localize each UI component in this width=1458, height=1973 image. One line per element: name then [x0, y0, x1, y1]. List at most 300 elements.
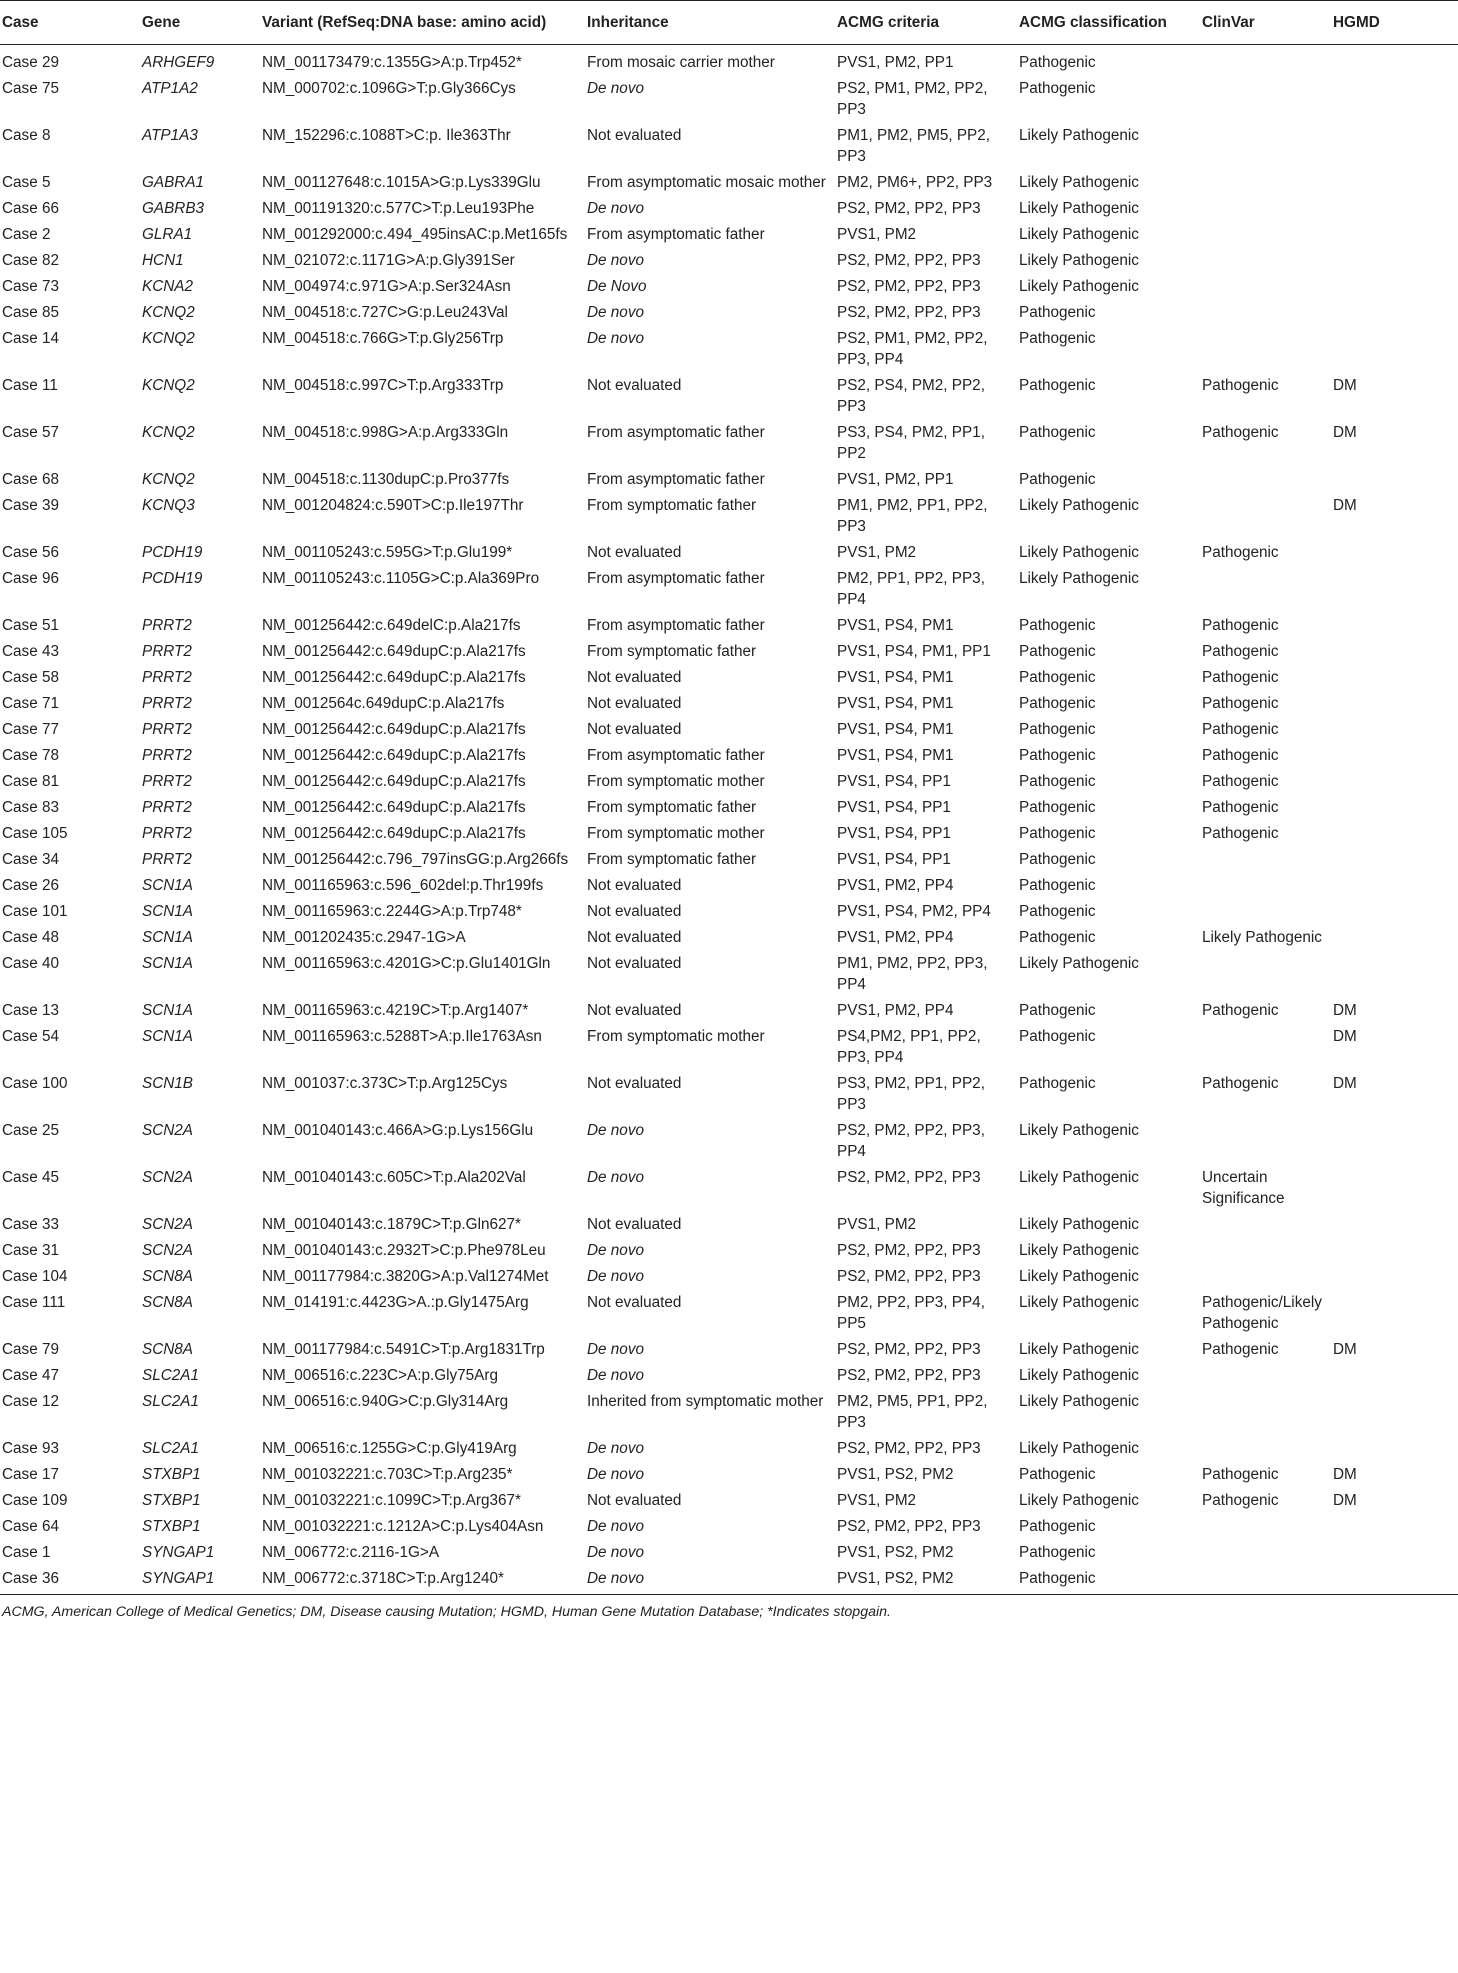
table-row [0, 1435, 1458, 1461]
cell-hgmd [1331, 247, 1458, 273]
cell-acmg-classification: Likely Pathogenic [1019, 1216, 1139, 1233]
cell-gene: KCNQ2 [142, 471, 195, 488]
cell-gene: GABRA1 [142, 174, 205, 191]
cell-case: Case 96 [2, 570, 59, 587]
cell-acmg-criteria: PVS1, PM2 [837, 544, 917, 561]
cell-hgmd [1331, 221, 1458, 247]
cell-hgmd [1331, 1289, 1458, 1336]
cell-acmg-classification: Likely Pathogenic [1019, 570, 1139, 587]
cell-hgmd: DM [1333, 1341, 1357, 1358]
cell-inheritance: From asymptomatic father [587, 570, 765, 587]
cell-hgmd [1331, 1513, 1458, 1539]
cell-case: Case 64 [2, 1518, 59, 1535]
cell-gene: SCN1A [142, 877, 194, 894]
table-row [0, 638, 1458, 664]
cell-clinvar [1200, 492, 1331, 539]
cell-hgmd: DM [1333, 1466, 1357, 1483]
cell-variant: NM_001256442:c.649dupC:p.Ala217fs [262, 747, 526, 764]
cell-case: Case 40 [2, 955, 59, 972]
header-acmg-criteria: ACMG criteria [835, 1, 1017, 45]
cell-hgmd [1331, 1435, 1458, 1461]
cell-hgmd: DM [1333, 1075, 1357, 1092]
table-row [0, 1487, 1458, 1513]
cell-inheritance: De novo [587, 1242, 644, 1259]
table-row [0, 1211, 1458, 1237]
table-row [0, 872, 1458, 898]
cell-inheritance: De novo [587, 1268, 644, 1285]
table-row [0, 768, 1458, 794]
cell-gene: SCN2A [142, 1122, 194, 1139]
cell-clinvar [1200, 1023, 1331, 1070]
table-row [0, 325, 1458, 372]
cell-inheritance: De novo [587, 304, 644, 321]
cell-case: Case 78 [2, 747, 59, 764]
cell-gene: PRRT2 [142, 643, 192, 660]
cell-acmg-classification: Pathogenic [1019, 1544, 1096, 1561]
cell-case: Case 8 [2, 127, 51, 144]
cell-acmg-classification: Pathogenic [1019, 330, 1096, 347]
cell-inheritance: Not evaluated [587, 877, 682, 894]
table-row [0, 1289, 1458, 1336]
cell-clinvar [1200, 1539, 1331, 1565]
cell-acmg-classification: Likely Pathogenic [1019, 1169, 1139, 1186]
table-row [0, 820, 1458, 846]
cell-acmg-criteria: PM2, PM5, PP1, PP2, PP3 [837, 1393, 988, 1431]
cell-gene: PCDH19 [142, 544, 203, 561]
table-row [0, 1362, 1458, 1388]
cell-clinvar: Pathogenic [1202, 695, 1279, 712]
cell-variant: NM_014191:c.4423G>A.:p.Gly1475Arg [262, 1294, 529, 1311]
table-row [0, 794, 1458, 820]
cell-clinvar: Pathogenic [1202, 424, 1279, 441]
cell-acmg-criteria: PS4,PM2, PP1, PP2, PP3, PP4 [837, 1028, 981, 1066]
cell-acmg-classification: Pathogenic [1019, 877, 1096, 894]
cell-acmg-classification: Pathogenic [1019, 1002, 1096, 1019]
cell-acmg-classification: Likely Pathogenic [1019, 200, 1139, 217]
cell-clinvar [1200, 221, 1331, 247]
cell-acmg-criteria: PM2, PP1, PP2, PP3, PP4 [837, 570, 985, 608]
cell-inheritance: Not evaluated [587, 929, 682, 946]
cell-gene: STXBP1 [142, 1492, 201, 1509]
cell-variant: NM_001256442:c.649dupC:p.Ala217fs [262, 825, 526, 842]
table-row [0, 1070, 1458, 1117]
cell-variant: NM_004518:c.998G>A:p.Arg333Gln [262, 424, 509, 441]
cell-case: Case 56 [2, 544, 59, 561]
cell-variant: NM_001165963:c.4219C>T:p.Arg1407* [262, 1002, 529, 1019]
cell-variant: NM_000702:c.1096G>T:p.Gly366Cys [262, 80, 516, 97]
cell-acmg-criteria: PS2, PM2, PP2, PP3 [837, 1242, 981, 1259]
cell-variant: NM_001191320:c.577C>T:p.Leu193Phe [262, 200, 535, 217]
cell-hgmd [1331, 299, 1458, 325]
cell-hgmd [1331, 690, 1458, 716]
cell-variant: NM_001105243:c.1105G>C:p.Ala369Pro [262, 570, 540, 587]
cell-acmg-classification: Pathogenic [1019, 695, 1096, 712]
header-case: Case [0, 1, 140, 45]
cell-clinvar: Uncertain Significance [1202, 1169, 1285, 1207]
cell-hgmd: DM [1333, 377, 1357, 394]
table-row [0, 169, 1458, 195]
cell-gene: STXBP1 [142, 1518, 201, 1535]
table-row [0, 898, 1458, 924]
cell-clinvar [1200, 1211, 1331, 1237]
cell-variant: NM_006516:c.940G>C:p.Gly314Arg [262, 1393, 509, 1410]
cell-hgmd [1331, 794, 1458, 820]
cell-acmg-classification: Pathogenic [1019, 851, 1096, 868]
cell-acmg-criteria: PVS1, PS2, PM2 [837, 1466, 954, 1483]
cell-inheritance: De novo [587, 200, 644, 217]
cell-acmg-classification: Pathogenic [1019, 424, 1096, 441]
cell-acmg-criteria: PM2, PM6+, PP2, PP3 [837, 174, 993, 191]
cell-acmg-classification: Pathogenic [1019, 799, 1096, 816]
table-row [0, 1117, 1458, 1164]
cell-clinvar [1200, 1117, 1331, 1164]
header-gene: Gene [140, 1, 260, 45]
cell-gene: KCNA2 [142, 278, 194, 295]
cell-acmg-criteria: PS2, PM2, PP2, PP3 [837, 1367, 981, 1384]
cell-case: Case 66 [2, 200, 59, 217]
cell-gene: PRRT2 [142, 617, 192, 634]
cell-acmg-criteria: PVS1, PM2 [837, 1216, 917, 1233]
cell-acmg-criteria: PVS1, PS4, PP1 [837, 825, 951, 842]
cell-hgmd: DM [1333, 497, 1357, 514]
cell-inheritance: Not evaluated [587, 669, 682, 686]
cell-variant: NM_006516:c.1255G>C:p.Gly419Arg [262, 1440, 517, 1457]
table-row [0, 372, 1458, 419]
table-row [0, 950, 1458, 997]
cell-inheritance: From asymptomatic mosaic mother [587, 174, 826, 191]
cell-case: Case 13 [2, 1002, 59, 1019]
cell-acmg-classification: Likely Pathogenic [1019, 955, 1139, 972]
table-row [0, 1023, 1458, 1070]
cell-variant: NM_001256442:c.796_797insGG:p.Arg266fs [262, 851, 569, 868]
cell-gene: SCN8A [142, 1294, 194, 1311]
cell-acmg-classification: Pathogenic [1019, 1518, 1096, 1535]
cell-case: Case 57 [2, 424, 59, 441]
header-hgmd: HGMD [1331, 1, 1458, 45]
cell-case: Case 51 [2, 617, 59, 634]
cell-acmg-criteria: PVS1, PS4, PM1 [837, 747, 954, 764]
cell-clinvar [1200, 45, 1331, 76]
cell-acmg-classification: Likely Pathogenic [1019, 497, 1139, 514]
cell-variant: NM_001256442:c.649dupC:p.Ala217fs [262, 799, 526, 816]
table-row [0, 924, 1458, 950]
cell-variant: NM_021072:c.1171G>A:p.Gly391Ser [262, 252, 515, 269]
cell-acmg-criteria: PVS1, PM2, PP1 [837, 54, 954, 71]
table-body [0, 45, 1458, 1595]
cell-gene: KCNQ2 [142, 304, 195, 321]
cell-variant: NM_001256442:c.649delC:p.Ala217fs [262, 617, 521, 634]
cell-variant: NM_001037:c.373C>T:p.Arg125Cys [262, 1075, 508, 1092]
cell-acmg-criteria: PVS1, PS4, PP1 [837, 799, 951, 816]
cell-gene: SCN8A [142, 1341, 194, 1358]
cell-variant: NM_0012564c.649dupC:p.Ala217fs [262, 695, 505, 712]
cell-clinvar [1200, 122, 1331, 169]
cell-hgmd [1331, 1388, 1458, 1435]
cell-gene: SCN2A [142, 1169, 194, 1186]
cell-hgmd [1331, 1263, 1458, 1289]
cell-inheritance: Not evaluated [587, 955, 682, 972]
cell-hgmd [1331, 325, 1458, 372]
cell-acmg-classification: Likely Pathogenic [1019, 544, 1139, 561]
cell-acmg-criteria: PS2, PM1, PM2, PP2, PP3, PP4 [837, 330, 988, 368]
cell-acmg-criteria: PM1, PM2, PM5, PP2, PP3 [837, 127, 991, 165]
table-row [0, 1263, 1458, 1289]
cell-acmg-classification: Pathogenic [1019, 825, 1096, 842]
cell-gene: SYNGAP1 [142, 1544, 215, 1561]
cell-variant: NM_004518:c.997C>T:p.Arg333Trp [262, 377, 504, 394]
cell-inheritance: From symptomatic father [587, 799, 757, 816]
table-row [0, 539, 1458, 565]
cell-clinvar [1200, 466, 1331, 492]
cell-acmg-criteria: PS2, PM2, PP2, PP3 [837, 1440, 981, 1457]
cell-variant: NM_001040143:c.466A>G:p.Lys156Glu [262, 1122, 534, 1139]
table-row [0, 1565, 1458, 1595]
cell-acmg-classification: Pathogenic [1019, 1028, 1096, 1045]
cell-clinvar [1200, 299, 1331, 325]
cell-clinvar [1200, 247, 1331, 273]
cell-inheritance: De Novo [587, 278, 647, 295]
cell-case: Case 85 [2, 304, 59, 321]
cell-inheritance: From symptomatic father [587, 643, 757, 660]
cell-gene: SCN1A [142, 1002, 194, 1019]
cell-hgmd [1331, 466, 1458, 492]
cell-inheritance: Not evaluated [587, 1492, 682, 1509]
cell-case: Case 105 [2, 825, 68, 842]
cell-gene: PRRT2 [142, 773, 192, 790]
table-row [0, 221, 1458, 247]
cell-acmg-classification: Likely Pathogenic [1019, 1294, 1139, 1311]
cell-case: Case 79 [2, 1341, 59, 1358]
cell-hgmd [1331, 898, 1458, 924]
cell-hgmd [1331, 122, 1458, 169]
cell-variant: NM_001105243:c.595G>T:p.Glu199* [262, 544, 513, 561]
cell-variant: NM_001177984:c.5491C>T:p.Arg1831Trp [262, 1341, 545, 1358]
cell-variant: NM_001032221:c.703C>T:p.Arg235* [262, 1466, 513, 1483]
cell-inheritance: Not evaluated [587, 1002, 682, 1019]
cell-acmg-classification: Likely Pathogenic [1019, 1341, 1139, 1358]
table-row [0, 742, 1458, 768]
cell-clinvar: Pathogenic [1202, 669, 1279, 686]
cell-acmg-classification: Pathogenic [1019, 1466, 1096, 1483]
cell-gene: PRRT2 [142, 851, 192, 868]
cell-gene: HCN1 [142, 252, 184, 269]
cell-clinvar: Pathogenic [1202, 1341, 1279, 1358]
cell-inheritance: Not evaluated [587, 1216, 682, 1233]
cell-acmg-classification: Likely Pathogenic [1019, 252, 1139, 269]
cell-inheritance: De novo [587, 1341, 644, 1358]
cell-acmg-classification: Pathogenic [1019, 617, 1096, 634]
cell-acmg-classification: Pathogenic [1019, 54, 1096, 71]
cell-inheritance: From symptomatic mother [587, 1028, 765, 1045]
cell-hgmd [1331, 1164, 1458, 1211]
cell-clinvar [1200, 1435, 1331, 1461]
cell-acmg-classification: Pathogenic [1019, 721, 1096, 738]
cell-inheritance: From mosaic carrier mother [587, 54, 775, 71]
cell-case: Case 1 [2, 1544, 51, 1561]
cell-case: Case 101 [2, 903, 68, 920]
cell-gene: PRRT2 [142, 721, 192, 738]
cell-case: Case 104 [2, 1268, 68, 1285]
header-clinvar: ClinVar [1200, 1, 1331, 45]
cell-acmg-classification: Likely Pathogenic [1019, 127, 1139, 144]
cell-clinvar [1200, 1362, 1331, 1388]
cell-acmg-classification: Likely Pathogenic [1019, 1268, 1139, 1285]
cell-gene: SCN1A [142, 929, 194, 946]
cell-inheritance: De novo [587, 252, 644, 269]
cell-acmg-criteria: PVS1, PS4, PM1, PP1 [837, 643, 991, 660]
cell-gene: SCN2A [142, 1242, 194, 1259]
cell-acmg-criteria: PVS1, PS4, PM1 [837, 721, 954, 738]
cell-inheritance: De novo [587, 1440, 644, 1457]
cell-hgmd [1331, 664, 1458, 690]
cell-clinvar [1200, 1513, 1331, 1539]
cell-gene: PRRT2 [142, 747, 192, 764]
cell-acmg-classification: Pathogenic [1019, 669, 1096, 686]
cell-gene: PCDH19 [142, 570, 203, 587]
cell-acmg-criteria: PVS1, PM2, PP4 [837, 1002, 954, 1019]
cell-hgmd [1331, 75, 1458, 122]
cell-variant: NM_001032221:c.1212A>C:p.Lys404Asn [262, 1518, 544, 1535]
table-row [0, 1388, 1458, 1435]
cell-acmg-criteria: PS2, PM2, PP2, PP3 [837, 1169, 981, 1186]
cell-case: Case 47 [2, 1367, 59, 1384]
cell-gene: KCNQ2 [142, 330, 195, 347]
table-row [0, 1336, 1458, 1362]
cell-gene: KCNQ2 [142, 424, 195, 441]
cell-acmg-criteria: PS2, PM2, PP2, PP3 [837, 1268, 981, 1285]
header-variant: Variant (RefSeq:DNA base: amino acid) [260, 1, 585, 45]
cell-variant: NM_001177984:c.3820G>A:p.Val1274Met [262, 1268, 549, 1285]
cell-acmg-criteria: PS2, PS4, PM2, PP2, PP3 [837, 377, 985, 415]
cell-clinvar [1200, 1263, 1331, 1289]
cell-inheritance: De novo [587, 1518, 644, 1535]
cell-hgmd [1331, 1117, 1458, 1164]
cell-clinvar [1200, 872, 1331, 898]
cell-hgmd [1331, 169, 1458, 195]
cell-variant: NM_001040143:c.605C>T:p.Ala202Val [262, 1169, 526, 1186]
cell-acmg-criteria: PVS1, PS4, PM2, PP4 [837, 903, 991, 920]
cell-variant: NM_001173479:c.1355G>A:p.Trp452* [262, 54, 522, 71]
cell-hgmd [1331, 820, 1458, 846]
cell-clinvar: Pathogenic/Likely Pathogenic [1202, 1294, 1322, 1332]
cell-clinvar [1200, 1237, 1331, 1263]
cell-clinvar: Pathogenic [1202, 1002, 1279, 1019]
cell-acmg-criteria: PS2, PM2, PP2, PP3 [837, 1518, 981, 1535]
cell-hgmd [1331, 1211, 1458, 1237]
cell-clinvar: Pathogenic [1202, 799, 1279, 816]
cell-acmg-criteria: PS2, PM2, PP2, PP3, PP4 [837, 1122, 985, 1160]
cell-acmg-classification: Pathogenic [1019, 377, 1096, 394]
cell-hgmd [1331, 539, 1458, 565]
cell-clinvar: Pathogenic [1202, 825, 1279, 842]
cell-case: Case 11 [2, 377, 58, 394]
cell-case: Case 75 [2, 80, 59, 97]
cell-gene: SCN1A [142, 1028, 194, 1045]
cell-acmg-criteria: PM2, PP2, PP3, PP4, PP5 [837, 1294, 985, 1332]
cell-acmg-criteria: PVS1, PS4, PP1 [837, 773, 951, 790]
cell-hgmd [1331, 768, 1458, 794]
cell-clinvar: Pathogenic [1202, 377, 1279, 394]
cell-hgmd [1331, 565, 1458, 612]
cell-variant: NM_006772:c.3718C>T:p.Arg1240* [260, 1565, 585, 1595]
cell-acmg-classification: Pathogenic [1019, 80, 1096, 97]
cell-acmg-criteria: PM1, PM2, PP1, PP2, PP3 [837, 497, 988, 535]
cell-inheritance: Not evaluated [587, 127, 682, 144]
cell-variant: NM_001032221:c.1099C>T:p.Arg367* [262, 1492, 521, 1509]
cell-inheritance: Not evaluated [587, 1294, 682, 1311]
cell-hgmd [1331, 716, 1458, 742]
cell-acmg-classification: Pathogenic [1019, 903, 1096, 920]
cell-variant: NM_004518:c.766G>T:p.Gly256Trp [262, 330, 504, 347]
cell-inheritance: De novo [587, 1466, 644, 1483]
cell-acmg-criteria: PS2, PM2, PP2, PP3 [837, 1341, 981, 1358]
cell-acmg-criteria: PVS1, PM2, PP1 [837, 471, 954, 488]
cell-variant: NM_006516:c.223C>A:p.Gly75Arg [262, 1367, 498, 1384]
cell-acmg-classification: Pathogenic [1019, 929, 1096, 946]
cell-case: Case 82 [2, 252, 59, 269]
cell-case: Case 48 [2, 929, 59, 946]
table-row [0, 247, 1458, 273]
cell-gene: SCN1B [142, 1075, 194, 1092]
cell-inheritance: Not evaluated [587, 695, 682, 712]
cell-case: Case 36 [0, 1565, 140, 1595]
cell-acmg-criteria: PVS1, PM2, PP4 [837, 929, 954, 946]
cell-acmg-classification: Likely Pathogenic [1019, 1440, 1139, 1457]
table-row [0, 1237, 1458, 1263]
cell-inheritance: From asymptomatic father [587, 747, 765, 764]
cell-case: Case 77 [2, 721, 59, 738]
cell-gene: ATP1A3 [142, 127, 198, 144]
cell-acmg-criteria: PS2, PM2, PP2, PP3 [837, 304, 981, 321]
cell-gene: SCN1A [142, 955, 194, 972]
cell-case: Case 14 [2, 330, 59, 347]
cell-acmg-criteria: PVS1, PS2, PM2 [837, 1544, 954, 1561]
cell-acmg-criteria: PVS1, PS4, PM1 [837, 695, 954, 712]
cell-case: Case 68 [2, 471, 59, 488]
cell-gene: KCNQ3 [142, 497, 195, 514]
cell-inheritance: De novo [587, 1367, 644, 1384]
cell-gene: PRRT2 [142, 695, 192, 712]
cell-gene: PRRT2 [142, 669, 192, 686]
cell-gene: SLC2A1 [142, 1440, 199, 1457]
cell-clinvar [1200, 169, 1331, 195]
cell-variant: NM_001127648:c.1015A>G:p.Lys339Glu [262, 174, 541, 191]
cell-clinvar: Pathogenic [1202, 1075, 1279, 1092]
cell-acmg-criteria: PVS1, PS4, PP1 [837, 851, 951, 868]
cell-hgmd: DM [1333, 1002, 1357, 1019]
cell-case: Case 12 [2, 1393, 59, 1410]
cell-inheritance: From symptomatic father [587, 497, 757, 514]
table-header-row [0, 1, 1458, 45]
cell-acmg-criteria: PS2, PM2, PP2, PP3 [837, 200, 981, 217]
table-row [0, 419, 1458, 466]
cell-acmg-classification: Pathogenic [1019, 643, 1096, 660]
cell-gene: GABRB3 [142, 200, 205, 217]
cell-case: Case 33 [2, 1216, 59, 1233]
cell-variant: NM_001165963:c.5288T>A:p.Ile1763Asn [262, 1028, 542, 1045]
cell-gene: SLC2A1 [142, 1393, 199, 1410]
cell-clinvar: Pathogenic [1202, 773, 1279, 790]
cell-variant: NM_001256442:c.649dupC:p.Ala217fs [262, 669, 526, 686]
cell-variant: NM_152296:c.1088T>C:p. Ile363Thr [262, 127, 511, 144]
cell-acmg-classification: Likely Pathogenic [1019, 174, 1139, 191]
header-acmg-classification: ACMG classification [1017, 1, 1200, 45]
table-row [0, 299, 1458, 325]
table-row [0, 997, 1458, 1023]
cell-variant: NM_004518:c.727C>G:p.Leu243Val [262, 304, 508, 321]
cell-hgmd [1331, 742, 1458, 768]
cell-case: Case 54 [2, 1028, 59, 1045]
